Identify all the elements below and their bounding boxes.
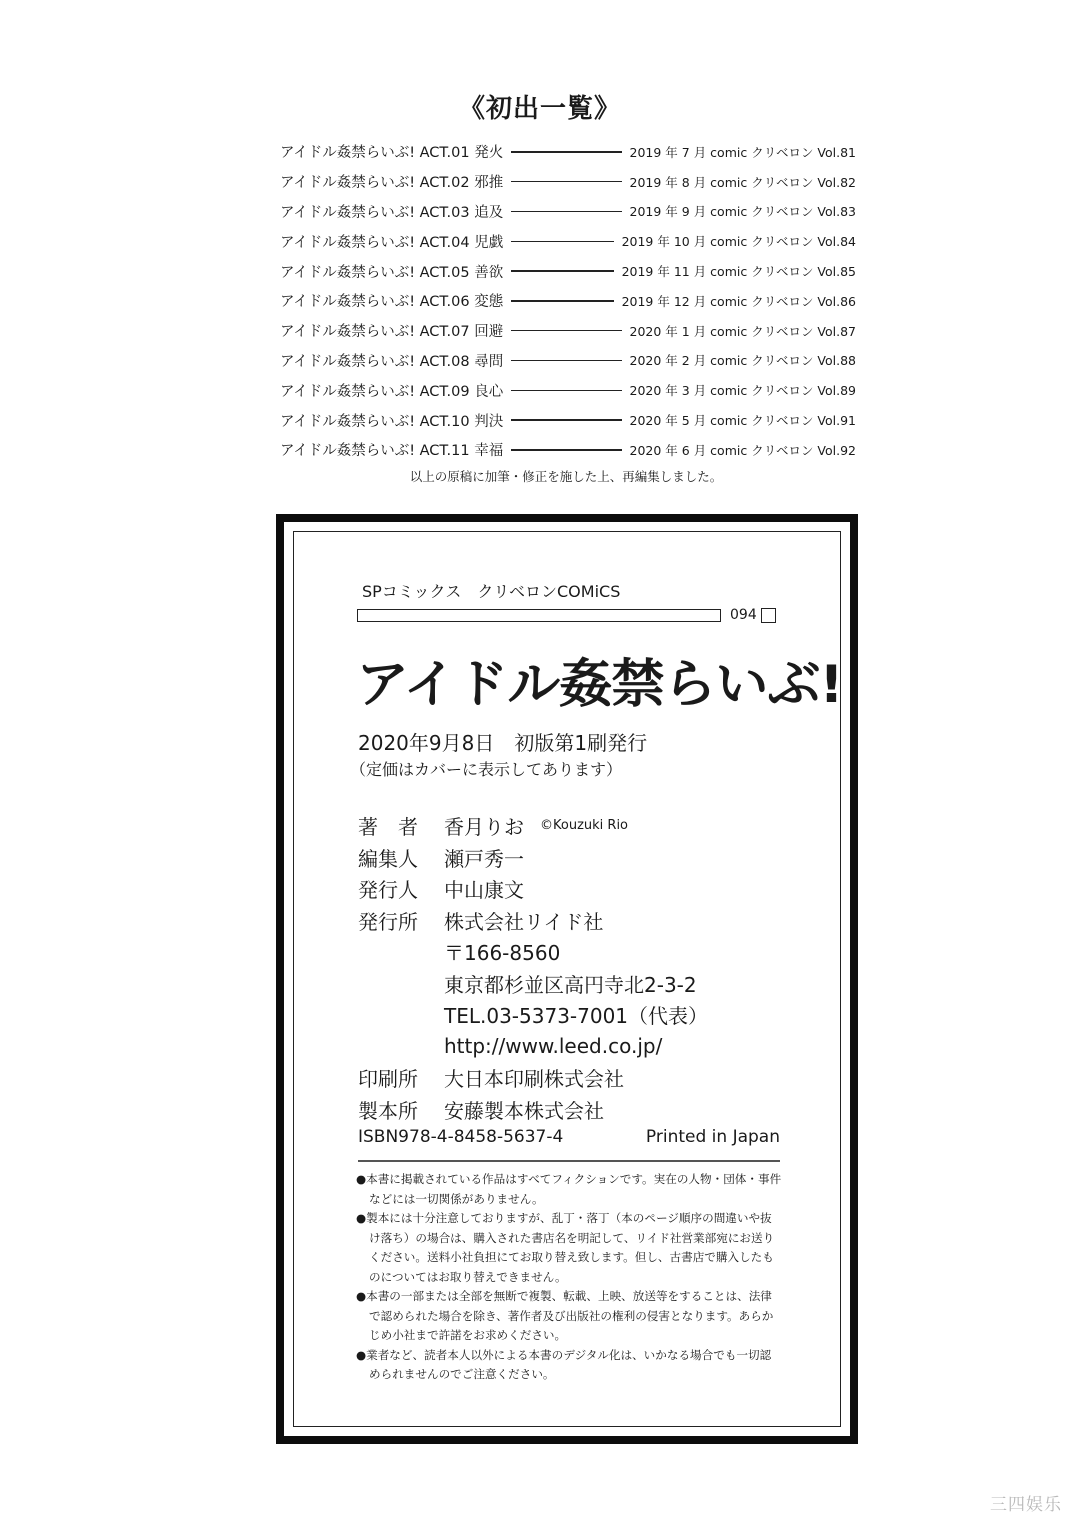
series-number (730, 607, 776, 623)
leader-line (511, 449, 621, 451)
credit-editor (358, 842, 708, 874)
credit-value: 中山康文 (444, 878, 524, 903)
credits-list (358, 810, 708, 1125)
credit-value: 大日本印刷株式会社 (444, 1067, 624, 1092)
entry-title: アイドル姦禁らいぶ! ACT.05 善欲 (280, 264, 504, 281)
first-appearance-list (280, 137, 856, 465)
notice-item: ●本書の一部または全部を無断で複製、転載、上映、放送等をすることは、法律で認められた場合を除き、著作者及び出版社の権利の侵害となります。あらかじめ小社まで許諾をお求めください。 (356, 1289, 774, 1342)
publication-date: 2020年9月8日 初版第1刷発行 (358, 731, 648, 755)
leader-line (511, 390, 621, 392)
entry-source: 2019 年 7 月 comic クリベロン Vol.81 (629, 144, 856, 160)
list-item (280, 167, 856, 197)
credit-value: 〒166-8560 (444, 941, 561, 966)
entry-title: アイドル姦禁らいぶ! ACT.06 変態 (280, 294, 504, 311)
price-note: （定価はカバーに表示してあります） (350, 760, 623, 779)
leader-line (511, 181, 621, 183)
publisher-phone (358, 999, 708, 1031)
list-item (280, 286, 856, 316)
credit-label: 製本所 (358, 1098, 418, 1123)
isbn-text: ISBN978-4-8458-5637-4 (358, 1127, 564, 1147)
credit-value: 瀬戸秀一 (444, 846, 524, 871)
notices (356, 1170, 782, 1385)
entry-source: 2019 年 8 月 comic クリベロン Vol.82 (629, 174, 856, 190)
checkbox-square-icon (761, 608, 776, 623)
entry-title: アイドル姦禁らいぶ! ACT.02 邪推 (280, 175, 504, 192)
notice-item: ●本書に掲載されている作品はすべてフィクションです。実在の人物・団体・事件などには一切関係がありません。 (356, 1172, 782, 1206)
leader-line (511, 241, 613, 243)
entry-source: 2020 年 2 月 comic クリベロン Vol.88 (629, 353, 856, 369)
first-appearance-heading: 《初出一覧》 (458, 94, 621, 124)
publisher-postcode (358, 936, 708, 968)
leader-line (511, 270, 613, 272)
list-item (280, 226, 856, 256)
revision-note: 以上の原稿に加筆・修正を施した上、再編集しました。 (409, 469, 723, 484)
entry-title: アイドル姦禁らいぶ! ACT.07 回避 (280, 324, 504, 341)
watermark: 三四娱乐 (990, 1495, 1062, 1515)
entry-title: アイドル姦禁らいぶ! ACT.01 発火 (280, 145, 504, 162)
entry-source: 2020 年 5 月 comic クリベロン Vol.91 (629, 413, 856, 429)
notice-item: ●業者など、読者本人以外による本書のデジタル化は、いかなる場合でも一切認められませんのでご注意ください。 (356, 1347, 772, 1381)
leader-line (511, 151, 621, 153)
leader-line (511, 330, 621, 332)
leader-line (511, 300, 613, 302)
leader-line (511, 211, 621, 213)
list-item (280, 256, 856, 286)
entry-source: 2019 年 12 月 comic クリベロン Vol.86 (621, 293, 856, 309)
credit-author (358, 810, 708, 842)
series-number-text: 094 (730, 607, 757, 623)
entry-title: アイドル姦禁らいぶ! ACT.10 判決 (280, 413, 504, 430)
list-item (280, 346, 856, 376)
credit-value: 東京都杉並区高円寺北2-3-2 (444, 972, 697, 997)
entry-source: 2019 年 10 月 comic クリベロン Vol.84 (621, 234, 856, 250)
credit-value: http://www.leed.co.jp/ (444, 1034, 663, 1059)
list-item (280, 316, 856, 346)
credit-label: 発行人 (358, 878, 418, 903)
book-title: アイドル姦禁らいぶ! (356, 655, 843, 715)
list-item (280, 197, 856, 227)
credit-publisher-person (358, 873, 708, 905)
printed-in-text: Printed in Japan (645, 1127, 780, 1147)
entry-source: 2020 年 1 月 comic クリベロン Vol.87 (629, 323, 856, 339)
copyright-text: ©Kouzuki Rio (540, 818, 629, 834)
list-item (280, 137, 856, 167)
leader-line (511, 360, 621, 362)
credit-label: 発行所 (358, 909, 418, 934)
credit-printer (358, 1062, 708, 1094)
credit-binder (358, 1094, 708, 1126)
list-item (280, 405, 856, 435)
series-label: SPコミックス クリベロンCOMiCS (362, 582, 621, 601)
isbn-row (358, 1127, 780, 1147)
notice-item: ●製本には十分注意しておりますが、乱丁・落丁（本のページ順序の間違いや抜け落ち）の場合は、購入された書店名を明記して、リイド社営業部宛にお送りください。送料小社負担にてお取り替え致します。但し、古書店で購入したものについてはお取り替えできません。 (356, 1211, 775, 1284)
entry-source: 2020 年 3 月 comic クリベロン Vol.89 (629, 383, 856, 399)
list-item (280, 435, 856, 465)
entry-source: 2020 年 6 月 comic クリベロン Vol.92 (629, 442, 856, 458)
entry-source: 2019 年 9 月 comic クリベロン Vol.83 (629, 204, 856, 220)
entry-title: アイドル姦禁らいぶ! ACT.11 幸福 (280, 443, 504, 460)
entry-source: 2019 年 11 月 comic クリベロン Vol.85 (621, 264, 856, 280)
credit-label: 印刷所 (358, 1067, 418, 1092)
entry-title: アイドル姦禁らいぶ! ACT.03 追及 (280, 204, 504, 221)
entry-title: アイドル姦禁らいぶ! ACT.09 良心 (280, 383, 504, 400)
divider (358, 1160, 780, 1162)
credit-label: 編集人 (358, 846, 418, 871)
entry-title: アイドル姦禁らいぶ! ACT.04 児戯 (280, 234, 504, 251)
credit-value: 安藤製本株式会社 (444, 1098, 604, 1123)
entry-title: アイドル姦禁らいぶ! ACT.08 尋問 (280, 353, 504, 370)
credit-value: TEL.03-5373-7001（代表） (444, 1004, 709, 1029)
publisher-url (358, 1031, 708, 1063)
leader-line (511, 419, 621, 421)
series-bar (357, 609, 721, 622)
publisher-address (358, 968, 708, 1000)
credit-label: 著 者 (358, 815, 418, 840)
list-item (280, 375, 856, 405)
credit-value: 香月りお (444, 815, 524, 840)
credit-publisher (358, 905, 708, 937)
credit-value: 株式会社リイド社 (444, 909, 604, 934)
